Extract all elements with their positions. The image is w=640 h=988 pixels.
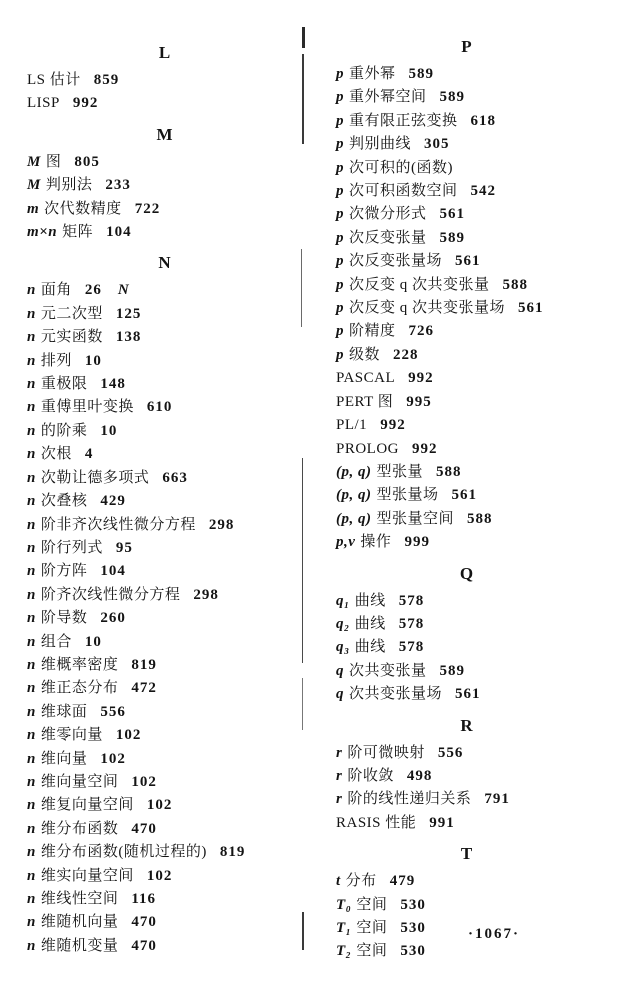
entry-term: 维正态分布: [40, 680, 119, 697]
entry-variable: n: [27, 493, 36, 510]
entry-term: 维零向量: [40, 727, 103, 744]
entry-variable: n: [27, 750, 36, 767]
entry-term: 阶的线性递归关系: [347, 791, 472, 808]
entry-variable: n: [27, 773, 36, 790]
index-entry: [27, 514, 303, 537]
entry-page-number: 561: [455, 686, 481, 703]
entry-variable: (p, q): [336, 463, 372, 480]
index-entry: [27, 174, 303, 197]
entry-page-number: 10: [84, 633, 102, 650]
entry-page-number: 429: [100, 493, 126, 510]
index-entry: [27, 677, 303, 700]
entry-term: LISP: [27, 95, 60, 112]
entry-variable: n: [27, 376, 36, 393]
index-entry: [27, 701, 303, 724]
entry-variable: p: [336, 112, 344, 129]
entry-variable: n: [27, 329, 36, 346]
entry-variable: p: [336, 229, 344, 246]
entry-page-number: 228: [393, 346, 419, 363]
entry-term: 阶收敛: [347, 767, 394, 784]
entry-term: 分布: [345, 873, 377, 890]
index-entry: [27, 935, 303, 958]
entry-term: PASCAL: [336, 370, 396, 387]
index-entry: [27, 771, 303, 794]
entry-variable: n: [27, 469, 36, 486]
entry-page-number: 995: [406, 393, 432, 410]
entry-term: 矩阵: [62, 224, 94, 241]
entry-page-number: 470: [131, 914, 157, 931]
entry-page-number: 589: [439, 229, 466, 246]
section-header-N: N: [158, 253, 172, 273]
entry-page-number: 791: [484, 791, 510, 808]
entry-variable: n: [27, 352, 36, 369]
entry-term: 组合: [40, 633, 72, 650]
index-entry: [336, 742, 598, 765]
index-entry: [27, 443, 303, 466]
entry-term: 阶齐次线性微分方程: [40, 586, 181, 603]
entry-page-number: 530: [400, 943, 426, 960]
entry-term: 空间: [356, 943, 388, 960]
entry-term: 曲线: [354, 639, 386, 656]
entry-term: 阶导数: [40, 610, 88, 627]
entry-page-number: 819: [131, 656, 157, 673]
entry-variable: p: [336, 183, 344, 200]
entry-variable: n: [27, 610, 36, 627]
entry-term: 次叠核: [40, 493, 88, 510]
entry-term: 元二次型: [40, 305, 103, 322]
index-entry: [336, 227, 598, 250]
index-entry: [27, 373, 303, 396]
entry-term: 维向量空间: [40, 773, 119, 790]
entry-term: 重极限: [40, 376, 88, 393]
entry-variable: T₂: [336, 943, 352, 960]
index-entry: [27, 724, 303, 747]
index-entry: [27, 537, 303, 560]
entry-term: 重有限正弦变换: [349, 112, 458, 129]
entry-term: 维随机向量: [40, 914, 119, 931]
entry-term: 次反变 q 次共变张量场: [349, 300, 506, 317]
entry-page-number: 999: [404, 534, 430, 551]
entry-variable: n: [27, 282, 36, 299]
index-entry: [336, 812, 598, 835]
entry-variable: m×n: [27, 224, 58, 241]
page-number: ·1067·: [468, 926, 521, 942]
entry-page-number: 10: [84, 352, 102, 369]
index-entry: [27, 748, 303, 771]
entry-term: 次共变张量场: [349, 686, 443, 703]
entry-term: 型张量: [376, 463, 424, 480]
section-header-P: P: [461, 37, 473, 56]
entry-page-number: 95: [115, 539, 133, 556]
entry-term: 空间: [356, 920, 388, 936]
entry-term: 次代数精度: [44, 200, 122, 217]
entry-term: PL/1: [336, 417, 368, 434]
entry-term: 重外幂空间: [349, 89, 427, 106]
entry-variable: n: [27, 305, 36, 322]
index-entry: [27, 631, 303, 654]
entry-variable: p: [336, 346, 344, 363]
index-entry: [336, 613, 598, 636]
index-entry: [27, 221, 303, 244]
index-entry: [336, 940, 598, 963]
entry-page-number: 726: [408, 323, 435, 340]
index-entry: [336, 133, 598, 156]
entry-page-number: 819: [219, 844, 246, 861]
index-entry: [336, 63, 598, 86]
index-entry: [27, 841, 303, 864]
entry-term: 元实函数: [40, 329, 103, 346]
index-entry: [27, 420, 303, 443]
entry-term: 次勒让德多项式: [40, 469, 150, 486]
index-entry: [27, 350, 303, 373]
entry-variable: q₂: [336, 615, 350, 632]
entry-term: 级数: [349, 346, 381, 363]
index-entry: [336, 484, 598, 507]
entry-page-number: 104: [106, 224, 132, 241]
entry-variable: p: [336, 300, 344, 317]
entry-term: 操作: [360, 534, 392, 551]
entry-page-number: 102: [146, 867, 173, 884]
entry-variable: q: [336, 686, 344, 703]
entry-variable: p: [336, 136, 344, 153]
entry-variable: n: [27, 539, 36, 556]
entry-variable: M: [27, 153, 41, 170]
entry-page-number: 102: [115, 727, 142, 744]
index-entry: [27, 584, 303, 607]
entry-page-number: 148: [100, 376, 126, 393]
entry-term: 判别法: [45, 177, 93, 194]
entry-page-number: 561: [518, 300, 544, 317]
entry-page-number: 578: [398, 592, 425, 609]
section-header-R: R: [460, 715, 474, 735]
entry-term: 面角: [40, 282, 72, 299]
entry-term: 维随机变量: [40, 937, 119, 954]
entry-variable: p: [336, 206, 344, 223]
entry-variable: t: [336, 873, 341, 890]
index-entry: [27, 279, 303, 302]
entry-term: 维分布函数: [40, 820, 119, 837]
entry-variable: r: [336, 767, 343, 784]
entry-term: 阶非齐次线性微分方程: [40, 516, 196, 533]
entry-page-number: 233: [105, 177, 131, 194]
entry-page-number: 722: [134, 200, 161, 217]
entry-page-number: 530: [400, 920, 426, 936]
entry-variable: n: [27, 586, 36, 603]
entry-variable: n: [27, 914, 36, 931]
entry-variable: n: [27, 844, 36, 861]
entry-term: 阶方阵: [40, 563, 88, 580]
section-header-M: M: [156, 124, 174, 144]
entry-term: 次共变张量: [349, 662, 427, 679]
entry-page-number: 102: [131, 773, 157, 790]
index-entry: [336, 917, 598, 940]
entry-cross-reference: N: [117, 282, 130, 299]
entry-page-number: 298: [193, 586, 219, 603]
entry-variable: p: [336, 89, 344, 106]
index-entry: [27, 396, 303, 419]
entry-page-number: 561: [439, 206, 466, 223]
index-entry: [27, 92, 303, 115]
index-entry: [336, 765, 598, 788]
index-entry: [336, 590, 598, 613]
entry-term: 维实向量空间: [40, 867, 134, 884]
entry-variable: n: [27, 399, 36, 416]
entry-page-number: 859: [93, 72, 120, 88]
entry-page-number: 260: [100, 610, 126, 627]
entry-variable: r: [336, 744, 343, 761]
index-entry: [336, 683, 598, 706]
entry-variable: p: [336, 66, 344, 82]
index-entry: [336, 180, 598, 203]
entry-variable: n: [27, 937, 36, 954]
entry-page-number: 992: [380, 417, 406, 434]
index-entry: [27, 911, 303, 934]
entry-page-number: 992: [412, 440, 438, 457]
entry-variable: n: [27, 656, 36, 673]
entry-variable: p: [336, 159, 344, 176]
entry-variable: n: [27, 867, 36, 884]
entry-page-number: 588: [436, 463, 462, 480]
entry-page-number: 618: [470, 112, 497, 129]
index-entry: [27, 490, 303, 513]
index-entry: [336, 870, 598, 893]
index-entry: [27, 326, 303, 349]
index-entry: [336, 660, 598, 683]
entry-term: 次可积的(函数): [349, 159, 453, 176]
entry-page-number: 470: [131, 937, 157, 954]
entry-term: 空间: [356, 896, 388, 913]
index-entry: [27, 467, 303, 490]
entry-term: 次可积函数空间: [349, 183, 458, 200]
index-entry: [27, 69, 303, 92]
entry-variable: n: [27, 797, 36, 814]
entry-term: 次反变张量场: [349, 253, 443, 270]
entry-page-number: 125: [115, 305, 142, 322]
entry-variable: M: [27, 177, 41, 194]
index-entry: [27, 865, 303, 888]
entry-variable: n: [27, 891, 36, 907]
index-entry: [336, 86, 598, 109]
index-entry: [27, 818, 303, 841]
index-entry: [336, 320, 598, 343]
entry-term: 维线性空间: [40, 891, 119, 907]
entry-page-number: 472: [131, 680, 157, 697]
entry-variable: q₁: [336, 592, 350, 609]
entry-variable: n: [27, 633, 36, 650]
entry-variable: p: [336, 276, 344, 293]
index-entry: [336, 274, 598, 297]
entry-term: 图: [45, 153, 62, 170]
entry-term: 的阶乘: [40, 422, 88, 439]
entry-variable: (p, q): [336, 487, 372, 504]
index-entry: [336, 157, 598, 180]
entry-term: 维分布函数(随机过程的): [40, 844, 207, 861]
section-header-L: L: [158, 43, 172, 62]
index-entry: [336, 344, 598, 367]
entry-variable: m: [27, 200, 40, 217]
entry-term: RASIS 性能: [336, 814, 417, 831]
entry-term: 次反变 q 次共变张量: [349, 276, 490, 293]
index-entry: [336, 461, 598, 484]
entry-page-number: 589: [439, 89, 466, 106]
entry-page-number: 116: [131, 891, 157, 907]
index-entry: [27, 151, 303, 174]
entry-page-number: 26: [84, 282, 102, 299]
entry-variable: T₁: [336, 920, 352, 936]
entry-page-number: 992: [72, 95, 99, 112]
entry-term: 重傅里叶变换: [40, 399, 134, 416]
entry-page-number: 991: [429, 814, 455, 831]
entry-variable: n: [27, 446, 36, 463]
entry-variable: r: [336, 791, 343, 808]
entry-term: 维球面: [40, 703, 88, 720]
entry-variable: n: [27, 680, 36, 697]
index-entry: [27, 303, 303, 326]
index-entry: [336, 788, 598, 811]
entry-page-number: 104: [100, 563, 126, 580]
index-entry: [336, 894, 598, 917]
entry-term: 次微分形式: [349, 206, 427, 223]
index-entry: [336, 110, 598, 133]
entry-variable: p: [336, 253, 344, 270]
entry-term: 排列: [40, 352, 72, 369]
entry-page-number: 588: [502, 276, 529, 293]
entry-page-number: 588: [467, 510, 493, 527]
entry-term: 阶可微映射: [347, 744, 425, 761]
entry-page-number: 102: [146, 797, 173, 814]
entry-variable: p: [336, 323, 344, 340]
index-entry: [336, 531, 598, 554]
index-entry: [27, 654, 303, 677]
entry-page-number: 138: [115, 329, 142, 346]
entry-page-number: 805: [74, 153, 100, 170]
index-entry: [27, 198, 303, 221]
entry-page-number: 556: [437, 744, 464, 761]
entry-term: 型张量场: [376, 487, 439, 504]
entry-variable: n: [27, 703, 36, 720]
index-entry: [27, 794, 303, 817]
entry-variable: n: [27, 563, 36, 580]
entry-page-number: 470: [131, 820, 157, 837]
entry-page-number: 298: [208, 516, 235, 533]
entry-term: 维概率密度: [40, 656, 119, 673]
index-entry: [336, 367, 598, 390]
entry-variable: q: [336, 662, 344, 679]
entry-page-number: 498: [406, 767, 433, 784]
entry-term: 曲线: [354, 615, 386, 632]
entry-page-number: 992: [408, 370, 434, 387]
index-column: [336, 0, 598, 964]
entry-page-number: 10: [100, 422, 118, 439]
entry-variable: n: [27, 516, 36, 533]
entry-page-number: 305: [424, 136, 450, 153]
index-entry: [336, 391, 598, 414]
index-entry: [336, 297, 598, 320]
index-entry: [336, 438, 598, 461]
section-header-Q: Q: [459, 563, 475, 583]
entry-term: PERT 图: [336, 393, 394, 410]
index-entry: [336, 414, 598, 437]
entry-page-number: 561: [451, 487, 478, 504]
entry-term: 阶精度: [349, 323, 396, 340]
index-entry: [336, 508, 598, 531]
entry-page-number: 530: [400, 896, 426, 913]
entry-term: 维复向量空间: [40, 797, 134, 814]
entry-page-number: 479: [389, 873, 416, 890]
index-entry: [27, 607, 303, 630]
entry-page-number: 578: [398, 615, 425, 632]
index-entry: [27, 888, 303, 911]
entry-page-number: 102: [100, 750, 126, 767]
entry-term: 次根: [40, 446, 72, 463]
entry-page-number: 589: [408, 66, 435, 82]
entry-variable: q₃: [336, 639, 350, 656]
entry-page-number: 663: [162, 469, 188, 486]
entry-variable: n: [27, 727, 36, 744]
entry-page-number: 4: [84, 446, 94, 463]
index-entry: [336, 250, 598, 273]
index-column: [27, 0, 303, 958]
entry-variable: T₀: [336, 896, 352, 913]
entry-page-number: 589: [439, 662, 466, 679]
entry-term: 次反变张量: [349, 229, 427, 246]
entry-term: 型张量空间: [376, 510, 455, 527]
entry-term: LS 估计: [27, 72, 81, 88]
entry-term: 重外幂: [349, 66, 396, 82]
section-header-T: T: [460, 844, 474, 864]
entry-variable: p,v: [336, 534, 356, 551]
entry-term: 维向量: [40, 750, 88, 767]
entry-term: PROLOG: [336, 440, 400, 457]
entry-variable: (p, q): [336, 510, 372, 527]
entry-page-number: 561: [455, 253, 481, 270]
entry-page-number: 610: [146, 399, 173, 416]
entry-page-number: 578: [398, 639, 425, 656]
entry-variable: n: [27, 820, 36, 837]
entry-term: 阶行列式: [40, 539, 103, 556]
entry-variable: n: [27, 422, 36, 439]
index-entry: [336, 636, 598, 659]
index-entry: [27, 560, 303, 583]
index-entry: [336, 203, 598, 226]
entry-term: 曲线: [354, 592, 386, 609]
entry-term: 判别曲线: [349, 136, 412, 153]
entry-page-number: 556: [100, 703, 126, 720]
entry-page-number: 542: [470, 183, 497, 200]
